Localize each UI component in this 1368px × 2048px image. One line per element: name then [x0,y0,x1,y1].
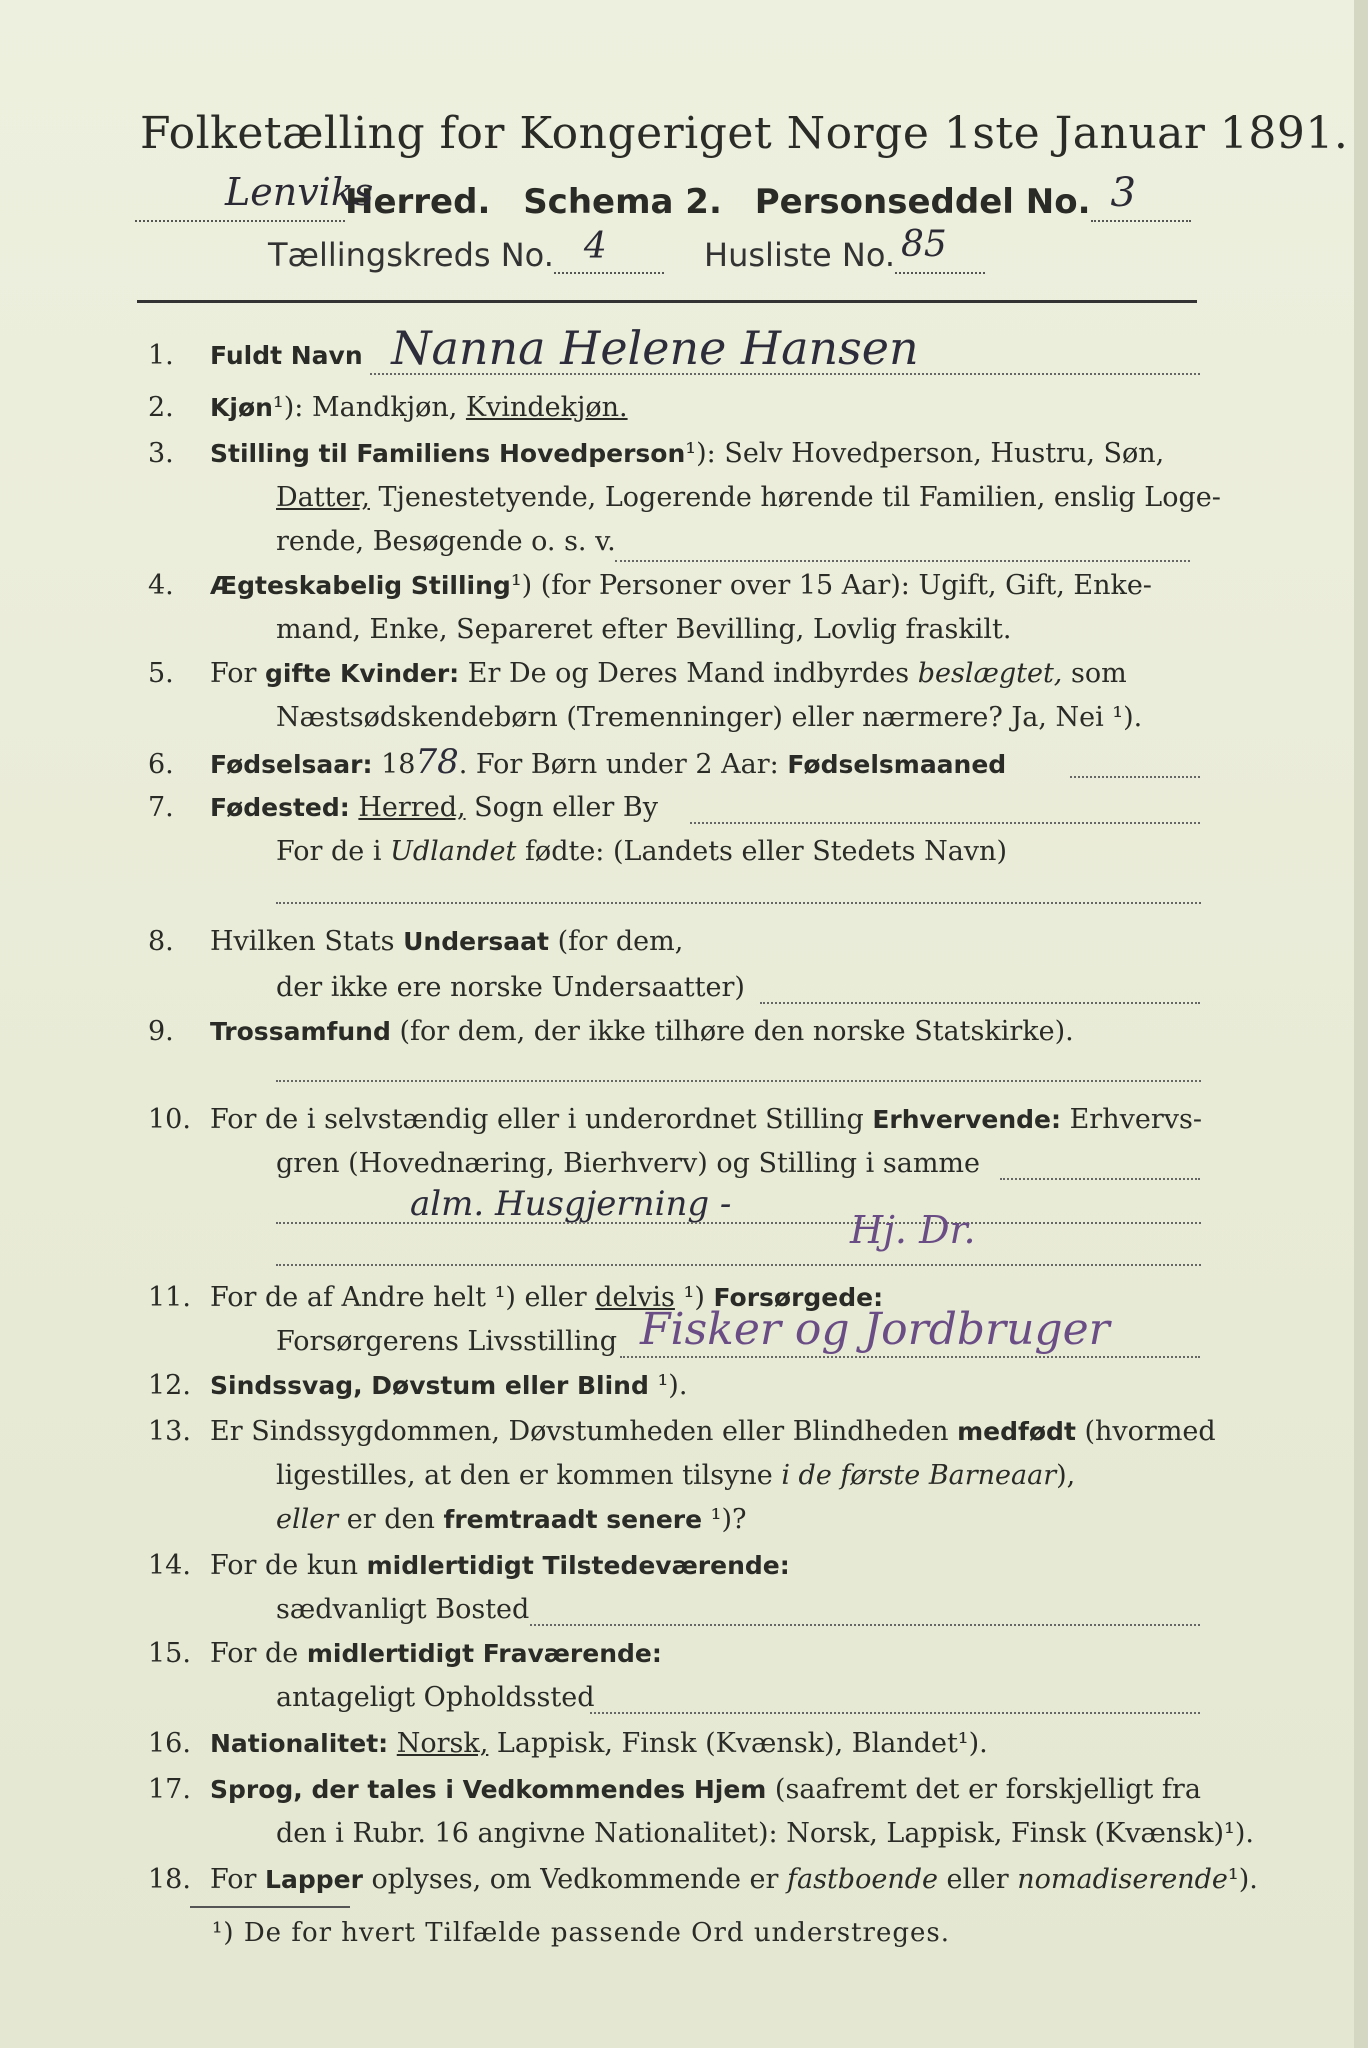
item-text: Lappisk, Finsk (Kvænsk), Blandet¹). [488,1728,988,1759]
full-name-value: Nanna Helene Hansen [391,321,919,375]
item-text: For de af Andre helt ¹) eller [210,1282,596,1313]
item-text: (hvormed [1075,1416,1216,1447]
item-6 [148,740,1006,787]
item-text: ¹): Mandkjøn, [272,392,466,423]
item-text: som [1062,658,1127,689]
item-text: 18 [372,749,416,780]
kreds-field [554,226,664,274]
item-text: . For Børn under 2 Aar: [458,749,788,780]
item-number: 10. [148,1104,191,1135]
item-5-line-2 [276,696,1142,740]
birth-year-value: 78 [415,742,459,782]
item-14-line-2 [276,1588,529,1632]
item-text: der ikke ere norske Undersaatter) [276,972,745,1003]
item-13-line-3 [276,1498,747,1542]
item-3-line-3 [276,520,616,564]
schema-label: Schema 2. [523,182,722,222]
item-text: rende, Besøgende o. s. v. [276,526,616,557]
item-text: sædvanligt Bosted [276,1594,530,1625]
kreds-label: Tællingskreds No. [268,236,554,274]
husliste-field [895,224,985,274]
personseddel-field [1091,170,1191,222]
item-number: 12. [148,1370,191,1401]
item-number: 18. [148,1864,191,1895]
item-10-line-2 [276,1142,980,1186]
item-text: nomadiserende [1017,1864,1228,1895]
husliste-label: Husliste No. [704,236,896,274]
item-label: Forsørgede: [713,1283,884,1312]
occupation-value: alm. Husgjerning - [410,1184,732,1224]
item-number: 9. [148,1016,174,1047]
item-16 [148,1722,988,1766]
item-label: Erhvervende: [872,1105,1062,1134]
dotline-3 [615,560,1190,562]
selected-option: Herred, [358,792,466,823]
item-15-line-2 [276,1676,595,1720]
item-label: midlertidigt Tilstedeværende: [366,1551,790,1580]
item-number: 7. [148,792,174,823]
dotline-6 [1070,776,1200,778]
item-number: 1. [148,340,174,371]
item-label: Nationalitet: [210,1729,389,1758]
dotline-8 [760,1002,1200,1004]
item-text: (saafremt det er forskjelligt fra [766,1774,1201,1805]
item-number: 15. [148,1638,191,1669]
item-label: Trossamfund [210,1017,391,1046]
page-edge [1354,0,1368,2048]
footnote-rule [190,1906,350,1908]
item-number: 8. [148,926,174,957]
item-text: For de [210,1638,307,1669]
item-number: 17. [148,1774,191,1805]
item-17 [148,1768,1201,1812]
header-line-3 [268,224,1168,274]
selected-option: Datter, [276,482,370,513]
dotline-1 [370,373,1200,375]
item-number: 4. [148,570,174,601]
item-text: oplyses, om Vedkommende er [362,1864,787,1895]
item-label: fremtraadt senere [443,1505,703,1534]
item-3 [148,432,1164,476]
item-text: Udlandet [390,836,517,867]
item-number: 11. [148,1282,191,1313]
item-label: Sindssvag, Døvstum eller Blind [210,1371,649,1400]
herred-field [135,170,374,222]
herred-value: Lenviks [225,170,374,214]
personseddel-value: 3 [1110,170,1136,216]
item-label: Lapper [265,1865,363,1894]
item-7 [148,786,658,830]
item-text: Sogn eller By [465,792,658,823]
dotline-9 [276,1080,1201,1082]
dotline-11 [620,1356,1200,1358]
item-11-line-2 [276,1320,617,1364]
item-text: For de i selvstændig eller i underordnet Stilling [210,1104,873,1135]
item-12 [148,1364,687,1408]
item-text: Hvilken Stats [210,926,404,957]
item-text: ), [1056,1460,1076,1491]
selected-option: delvis [595,1282,675,1313]
item-9 [148,1010,1074,1054]
dotline-7b [276,902,1201,904]
item-label: Fødested: [210,793,350,822]
item-7-line-2 [276,830,1007,874]
item-number: 2. [148,392,174,423]
provider-occupation-value: Fisker og Jordbruger [640,1304,1110,1355]
item-label: Fødselsaar: [210,750,373,779]
item-text: Er Sindssygdommen, Døvstumheden eller Blindheden [210,1416,958,1447]
selected-option: Norsk, [396,1728,489,1759]
dotline-7 [690,822,1200,824]
item-text: ¹): Selv Hovedperson, Hustru, Søn, [685,438,1165,469]
personseddel-label: Personseddel No. [754,182,1091,222]
item-text: Er De og Deres Mand indbyrdes [459,658,918,689]
item-4-line-2 [276,608,1011,652]
item-13 [148,1410,1216,1454]
item-text: Forsørgerens Livsstilling [276,1326,618,1357]
dotline-10b [276,1222,1201,1224]
item-8-line-2 [276,966,745,1010]
form-title: Folketælling for Kongeriget Norge 1ste Januar 1891. [140,108,1349,159]
item-18 [148,1858,1258,1902]
item-text: For [210,1864,266,1895]
item-text: For de i [276,836,391,867]
item-number: 3. [148,438,174,469]
item-10 [148,1098,1202,1142]
item-number: 6. [148,749,174,780]
item-text: eller [937,1864,1018,1895]
item-text: ¹) (for Personer over 15 Aar): Ugift, Gift, Enke- [510,570,1152,601]
item-text: fødte: (Landets eller Stedets Navn) [516,836,1007,867]
item-5 [148,652,1127,696]
dotline-10 [1000,1178,1200,1180]
item-15 [148,1632,662,1676]
item-2 [148,386,628,430]
item-label: midlertidigt Fraværende: [306,1639,662,1668]
item-4 [148,564,1152,608]
item-text: mand, Enke, Separeret efter Bevilling, Lovlig fraskilt. [276,614,1012,645]
item-label: Stilling til Familiens Hovedperson [210,439,686,468]
item-label: gifte Kvinder: [265,659,460,688]
item-text: ligestilles, at den er kommen tilsyne [276,1460,782,1491]
item-text: er den [338,1504,444,1535]
husliste-value: 85 [901,224,947,265]
item-17-line-2 [276,1812,1254,1856]
item-text: (for dem, [548,926,684,957]
item-text: gren (Hovednæring, Bierhverv) og Stilling i samme [276,1148,981,1179]
item-number: 14. [148,1550,191,1581]
dotline-10c [276,1264,1201,1266]
item-label: Kjøn [210,393,273,422]
item-label: Sprog, der tales i Vedkommendes Hjem [210,1775,767,1804]
item-label: Fuldt Navn [210,341,363,370]
item-text: ¹). [1227,1864,1258,1895]
item-14 [148,1544,790,1588]
item-text: Tjenestetyende, Logerende hørende til Familien, enslig Loge- [369,482,1221,513]
item-text: i de første Barneaar [781,1460,1057,1491]
header-line-2 [135,170,1205,230]
occupation-annotation: Hj. Dr. [850,1208,976,1252]
item-text: ¹) [674,1282,714,1313]
item-label: medfødt [957,1417,1076,1446]
header-rule [137,300,1197,303]
selected-option: Kvindekjøn. [465,392,628,423]
item-label: Ægteskabelig Stilling [210,571,511,600]
item-13-line-2 [276,1454,1075,1498]
item-text: For de kun [210,1550,367,1581]
herred-label: Herred. [345,182,491,222]
item-text: fastboende [787,1864,938,1895]
item-text: ¹)? [702,1504,747,1535]
item-label: Fødselsmaaned [787,750,1007,779]
item-number: 16. [148,1728,191,1759]
item-text: antageligt Opholdssted [276,1682,595,1713]
item-text: (for dem, der ikke tilhøre den norske Statskirke). [390,1016,1074,1047]
item-text: den i Rubr. 16 angivne Nationalitet): Norsk, Lappisk, Finsk (Kvænsk)¹). [276,1818,1254,1849]
dotline-15 [590,1712,1200,1714]
item-number: 5. [148,658,174,689]
footnote: ¹) De for hvert Tilfælde passende Ord understreges. [212,1918,951,1948]
item-text: For [210,658,266,689]
item-text: beslægtet, [917,658,1063,689]
item-1 [148,321,919,378]
kreds-value: 4 [583,226,607,267]
item-text: Næstsødskendebørn (Tremenninger) eller nærmere? Ja, Nei ¹). [276,702,1143,733]
item-text: Erhvervs- [1061,1104,1202,1135]
item-label: Undersaat [403,927,549,956]
item-text: eller [276,1504,339,1535]
item-number: 13. [148,1416,191,1447]
item-3-line-2 [276,476,1221,520]
item-text: ¹). [648,1370,688,1401]
item-8 [148,920,683,964]
dotline-14 [530,1624,1200,1626]
